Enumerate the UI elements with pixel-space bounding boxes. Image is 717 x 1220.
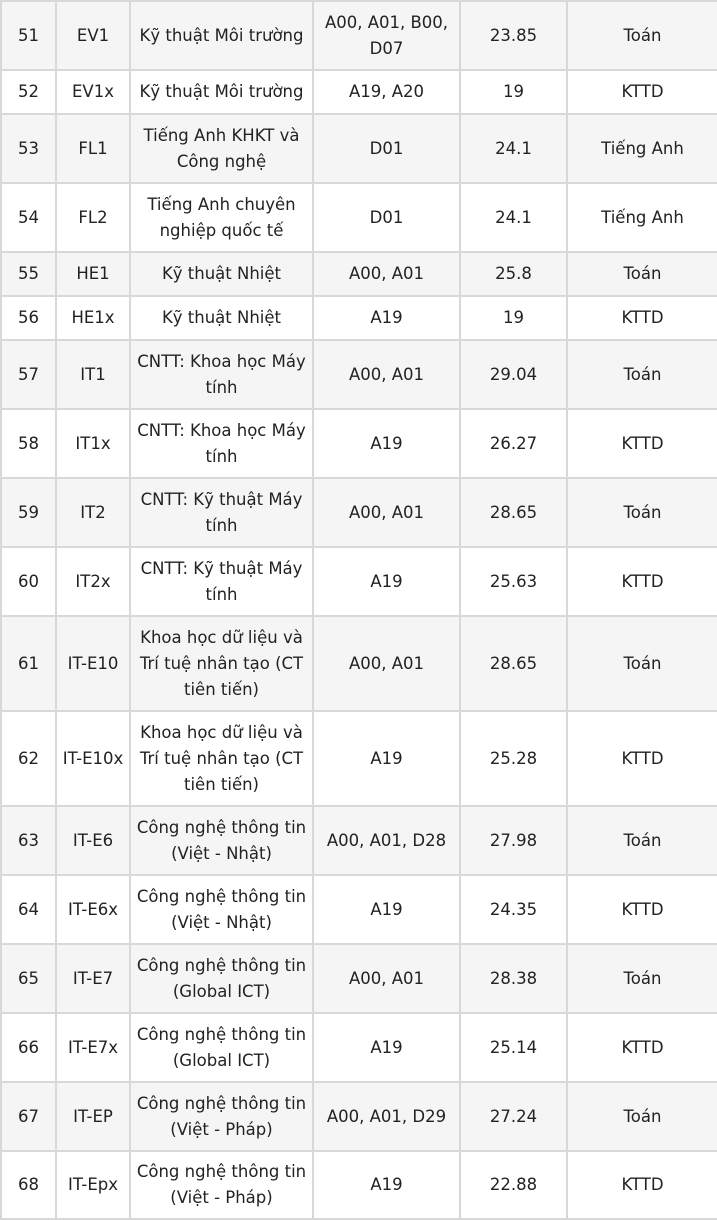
table-row bbox=[1, 70, 717, 114]
cutoff-score: 26.27 bbox=[460, 409, 567, 478]
program-code: IT1 bbox=[56, 340, 130, 409]
subject-combinations: A00, A01 bbox=[313, 616, 460, 711]
row-index: 68 bbox=[1, 1151, 56, 1219]
table-row bbox=[1, 478, 717, 547]
program-name: Tiếng Anh KHKT và Công nghệ bbox=[130, 114, 313, 183]
table-row bbox=[1, 1082, 717, 1151]
row-index: 56 bbox=[1, 296, 56, 340]
program-name: Kỹ thuật Nhiệt bbox=[130, 296, 313, 340]
cutoff-score: 25.8 bbox=[460, 252, 567, 296]
cutoff-score: 27.98 bbox=[460, 806, 567, 875]
tiebreak-note: KTTD bbox=[567, 296, 717, 340]
program-code: IT-Epx bbox=[56, 1151, 130, 1219]
program-name: Kỹ thuật Nhiệt bbox=[130, 252, 313, 296]
tiebreak-note: KTTD bbox=[567, 1151, 717, 1219]
tiebreak-note: Toán bbox=[567, 252, 717, 296]
subject-combinations: A00, A01 bbox=[313, 944, 460, 1013]
program-code: IT-E7x bbox=[56, 1013, 130, 1082]
tiebreak-note: Toán bbox=[567, 944, 717, 1013]
table-row bbox=[1, 252, 717, 296]
program-name: Công nghệ thông tin (Việt - Pháp) bbox=[130, 1151, 313, 1219]
tiebreak-note: Toán bbox=[567, 1082, 717, 1151]
program-name: Tiếng Anh chuyên nghiệp quốc tế bbox=[130, 183, 313, 252]
program-name: Kỹ thuật Môi trường bbox=[130, 1, 313, 70]
subject-combinations: A19 bbox=[313, 1013, 460, 1082]
cutoff-score: 23.85 bbox=[460, 1, 567, 70]
subject-combinations: A00, A01, D28 bbox=[313, 806, 460, 875]
program-code: HE1x bbox=[56, 296, 130, 340]
table-row bbox=[1, 806, 717, 875]
program-code: FL1 bbox=[56, 114, 130, 183]
subject-combinations: A19 bbox=[313, 547, 460, 616]
tiebreak-note: Toán bbox=[567, 806, 717, 875]
program-code: IT-E10x bbox=[56, 711, 130, 806]
row-index: 57 bbox=[1, 340, 56, 409]
row-index: 53 bbox=[1, 114, 56, 183]
tiebreak-note: Tiếng Anh bbox=[567, 114, 717, 183]
row-index: 58 bbox=[1, 409, 56, 478]
cutoff-score: 25.63 bbox=[460, 547, 567, 616]
program-name: Khoa học dữ liệu và Trí tuệ nhân tạo (CT tiên tiến) bbox=[130, 711, 313, 806]
tiebreak-note: Toán bbox=[567, 616, 717, 711]
program-name: CNTT: Kỹ thuật Máy tính bbox=[130, 478, 313, 547]
table-body bbox=[1, 1, 717, 1219]
row-index: 63 bbox=[1, 806, 56, 875]
tiebreak-note: KTTD bbox=[567, 547, 717, 616]
cutoff-score: 28.38 bbox=[460, 944, 567, 1013]
cutoff-score: 24.1 bbox=[460, 183, 567, 252]
cutoff-score: 24.35 bbox=[460, 875, 567, 944]
program-code: IT-E10 bbox=[56, 616, 130, 711]
table-row bbox=[1, 875, 717, 944]
program-name: Khoa học dữ liệu và Trí tuệ nhân tạo (CT tiên tiến) bbox=[130, 616, 313, 711]
program-name: Công nghệ thông tin (Việt - Pháp) bbox=[130, 1082, 313, 1151]
subject-combinations: A19 bbox=[313, 1151, 460, 1219]
table-row bbox=[1, 944, 717, 1013]
table-row bbox=[1, 1151, 717, 1219]
cutoff-score: 27.24 bbox=[460, 1082, 567, 1151]
program-name: Công nghệ thông tin (Việt - Nhật) bbox=[130, 875, 313, 944]
subject-combinations: D01 bbox=[313, 183, 460, 252]
subject-combinations: A00, A01, B00, D07 bbox=[313, 1, 460, 70]
program-code: IT-E6x bbox=[56, 875, 130, 944]
tiebreak-note: KTTD bbox=[567, 409, 717, 478]
subject-combinations: A00, A01 bbox=[313, 340, 460, 409]
program-code: IT-E7 bbox=[56, 944, 130, 1013]
program-code: FL2 bbox=[56, 183, 130, 252]
table-row bbox=[1, 711, 717, 806]
program-code: IT1x bbox=[56, 409, 130, 478]
table-row bbox=[1, 114, 717, 183]
cutoff-score: 28.65 bbox=[460, 616, 567, 711]
subject-combinations: A19 bbox=[313, 711, 460, 806]
program-code: IT-E6 bbox=[56, 806, 130, 875]
tiebreak-note: KTTD bbox=[567, 875, 717, 944]
cutoff-score: 29.04 bbox=[460, 340, 567, 409]
row-index: 67 bbox=[1, 1082, 56, 1151]
subject-combinations: D01 bbox=[313, 114, 460, 183]
cutoff-score: 25.14 bbox=[460, 1013, 567, 1082]
program-name: Công nghệ thông tin (Global ICT) bbox=[130, 1013, 313, 1082]
table-row bbox=[1, 409, 717, 478]
row-index: 60 bbox=[1, 547, 56, 616]
subject-combinations: A00, A01, D29 bbox=[313, 1082, 460, 1151]
cutoff-score: 24.1 bbox=[460, 114, 567, 183]
row-index: 64 bbox=[1, 875, 56, 944]
subject-combinations: A00, A01 bbox=[313, 478, 460, 547]
program-code: IT-EP bbox=[56, 1082, 130, 1151]
cutoff-score: 25.28 bbox=[460, 711, 567, 806]
program-code: IT2x bbox=[56, 547, 130, 616]
tiebreak-note: Toán bbox=[567, 340, 717, 409]
table-row bbox=[1, 296, 717, 340]
table-row bbox=[1, 1013, 717, 1082]
table-row bbox=[1, 340, 717, 409]
program-name: CNTT: Khoa học Máy tính bbox=[130, 409, 313, 478]
subject-combinations: A19, A20 bbox=[313, 70, 460, 114]
table-row bbox=[1, 616, 717, 711]
row-index: 66 bbox=[1, 1013, 56, 1082]
row-index: 52 bbox=[1, 70, 56, 114]
program-name: CNTT: Kỹ thuật Máy tính bbox=[130, 547, 313, 616]
cutoff-score: 19 bbox=[460, 296, 567, 340]
tiebreak-note: KTTD bbox=[567, 711, 717, 806]
subject-combinations: A19 bbox=[313, 875, 460, 944]
row-index: 65 bbox=[1, 944, 56, 1013]
tiebreak-note: KTTD bbox=[567, 1013, 717, 1082]
program-code: HE1 bbox=[56, 252, 130, 296]
row-index: 62 bbox=[1, 711, 56, 806]
row-index: 55 bbox=[1, 252, 56, 296]
tiebreak-note: Tiếng Anh bbox=[567, 183, 717, 252]
row-index: 59 bbox=[1, 478, 56, 547]
table-row bbox=[1, 183, 717, 252]
program-code: EV1x bbox=[56, 70, 130, 114]
program-code: EV1 bbox=[56, 1, 130, 70]
row-index: 51 bbox=[1, 1, 56, 70]
program-name: CNTT: Khoa học Máy tính bbox=[130, 340, 313, 409]
table-row bbox=[1, 547, 717, 616]
tiebreak-note: Toán bbox=[567, 1, 717, 70]
cutoff-score: 22.88 bbox=[460, 1151, 567, 1219]
cutoff-score: 19 bbox=[460, 70, 567, 114]
subject-combinations: A19 bbox=[313, 409, 460, 478]
program-name: Công nghệ thông tin (Global ICT) bbox=[130, 944, 313, 1013]
tiebreak-note: KTTD bbox=[567, 70, 717, 114]
program-code: IT2 bbox=[56, 478, 130, 547]
program-name: Công nghệ thông tin (Việt - Nhật) bbox=[130, 806, 313, 875]
cutoff-score: 28.65 bbox=[460, 478, 567, 547]
subject-combinations: A19 bbox=[313, 296, 460, 340]
tiebreak-note: Toán bbox=[567, 478, 717, 547]
row-index: 61 bbox=[1, 616, 56, 711]
program-name: Kỹ thuật Môi trường bbox=[130, 70, 313, 114]
row-index: 54 bbox=[1, 183, 56, 252]
table-row bbox=[1, 1, 717, 70]
subject-combinations: A00, A01 bbox=[313, 252, 460, 296]
